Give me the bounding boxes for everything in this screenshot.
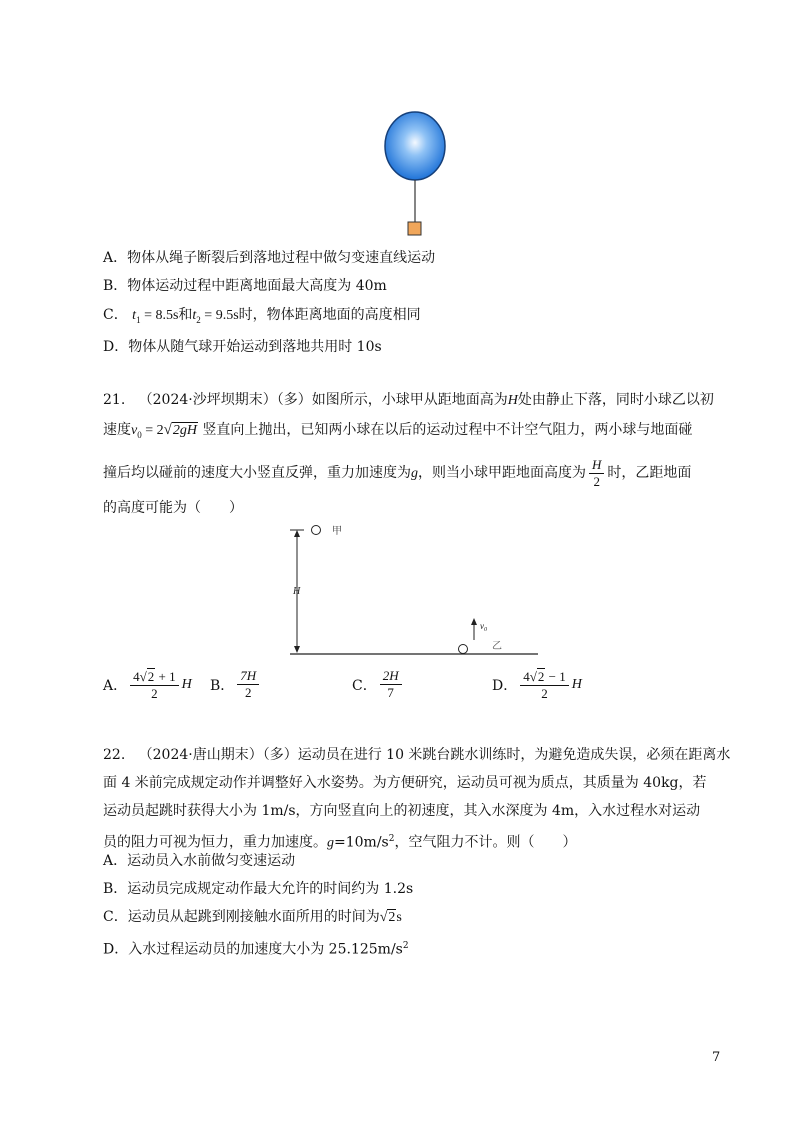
- q20-option-d[interactable]: D．物体从随气球开始运动到落地共用时 10s: [103, 339, 382, 355]
- label-h: H: [293, 586, 301, 597]
- q21-option-c[interactable]: C． $\frac{2H}{7}$: [352, 668, 405, 701]
- height-arrow-up: [294, 530, 300, 537]
- v0-expression: $v_0 = 2√2gH$: [131, 422, 197, 440]
- q21-b-fraction: $\frac{7H}{2}$: [237, 668, 259, 701]
- q21-c-fraction: $\frac{2H}{7}$: [380, 668, 402, 701]
- q21-line3: 撞后均以碰前的速度大小竖直反弹，重力加速度为g，则当小球甲距地面高度为 $\frac{H}{2}$ 时，乙距地面: [103, 456, 692, 489]
- q22-option-c[interactable]: C．运动员从起跳到刚接触水面所用的时间为√2s: [103, 909, 402, 925]
- q21-option-b[interactable]: B． $\frac{7H}{2}$: [210, 668, 262, 701]
- page-number: 7: [712, 1050, 721, 1065]
- q22-line1: 22. （2024·唐山期末）（多）运动员在进行 10 米跳台跳水训练时，为避免造成失误，必须在距离水: [103, 747, 731, 763]
- q21-source: （2024·沙坪坝期末）（多）: [138, 392, 312, 408]
- q22-option-b[interactable]: B．运动员完成规定动作最大允许的时间约为 1.2s: [103, 881, 414, 897]
- q22-source: （2024·唐山期末）（多）: [138, 747, 298, 763]
- q21-line4: 的高度可能为（ ）: [103, 500, 243, 516]
- q21-d-fraction: $\frac{4√2 - 1}{2}$: [520, 668, 568, 702]
- v0-arrow-head: [471, 618, 477, 625]
- balloon-figure: [380, 108, 450, 240]
- label-yi: 乙: [492, 641, 502, 652]
- height-arrow-down: [294, 646, 300, 653]
- q21-option-d[interactable]: D． $\frac{4√2 - 1}{2}$ H: [492, 669, 582, 701]
- q20-option-c[interactable]: C． $t_1 = 8.5s$和$t_2 = 9.5s$时，物体距离地面的高度相同: [103, 307, 421, 325]
- q20-option-a[interactable]: A．物体从绳子断裂后到落地过程中做匀变速直线运动: [103, 250, 436, 266]
- t1-expr: $t_1 = 8.5s$: [132, 308, 179, 325]
- q22-option-d[interactable]: D．入水过程运动员的加速度大小为 $25.125m/s^2$: [103, 941, 409, 958]
- q21-option-a[interactable]: A． $\frac{4√2 + 1}{2}$ H: [103, 669, 192, 701]
- balloon: [385, 112, 445, 180]
- q21-line2: 速度$v_0 = 2√2gH$ 竖直向上抛出，已知两小球在以后的运动过程中不计空气阻力，两小球与地面碰: [103, 422, 693, 440]
- q21-number: 21.: [103, 392, 126, 408]
- sqrt2-expr: √2s: [379, 910, 402, 925]
- q22-number: 22.: [103, 747, 126, 763]
- q22-line4: 员的阻力可视为恒力，重力加速度。$g=10m/s^2$，空气阻力不计。则（ ）: [103, 834, 577, 851]
- label-v0: $v_0$: [480, 621, 487, 633]
- label-jia: 甲: [332, 526, 342, 537]
- q21-figure: [280, 520, 550, 660]
- t2-expr: $t_2 = 9.5s$: [192, 308, 239, 325]
- half-h-fraction: $\frac{H}{2}$: [589, 457, 604, 490]
- q22-line2: 面 4 米前完成规定动作并调整好入水姿势。为方便研究，运动员可视为质点，其质量为 40kg，若: [103, 775, 707, 791]
- q22-option-a[interactable]: A．运动员入水前做匀变速运动: [103, 853, 296, 869]
- weight-box: [408, 222, 421, 235]
- q22-line3: 运动员起跳时获得大小为 1m/s，方向竖直向上的初速度，其入水深度为 4m，入水过程水对运动: [103, 803, 701, 819]
- ball-jia: [312, 526, 321, 535]
- q21-line1: 21. （2024·沙坪坝期末）（多）如图所示，小球甲从距地面高为H处由静止下落，同时小球乙以初: [103, 392, 714, 408]
- q20-option-b[interactable]: B．物体运动过程中距离地面最大高度为 40m: [103, 278, 387, 294]
- q21-a-fraction: $\frac{4√2 + 1}{2}$: [130, 668, 178, 702]
- ball-yi: [459, 645, 468, 654]
